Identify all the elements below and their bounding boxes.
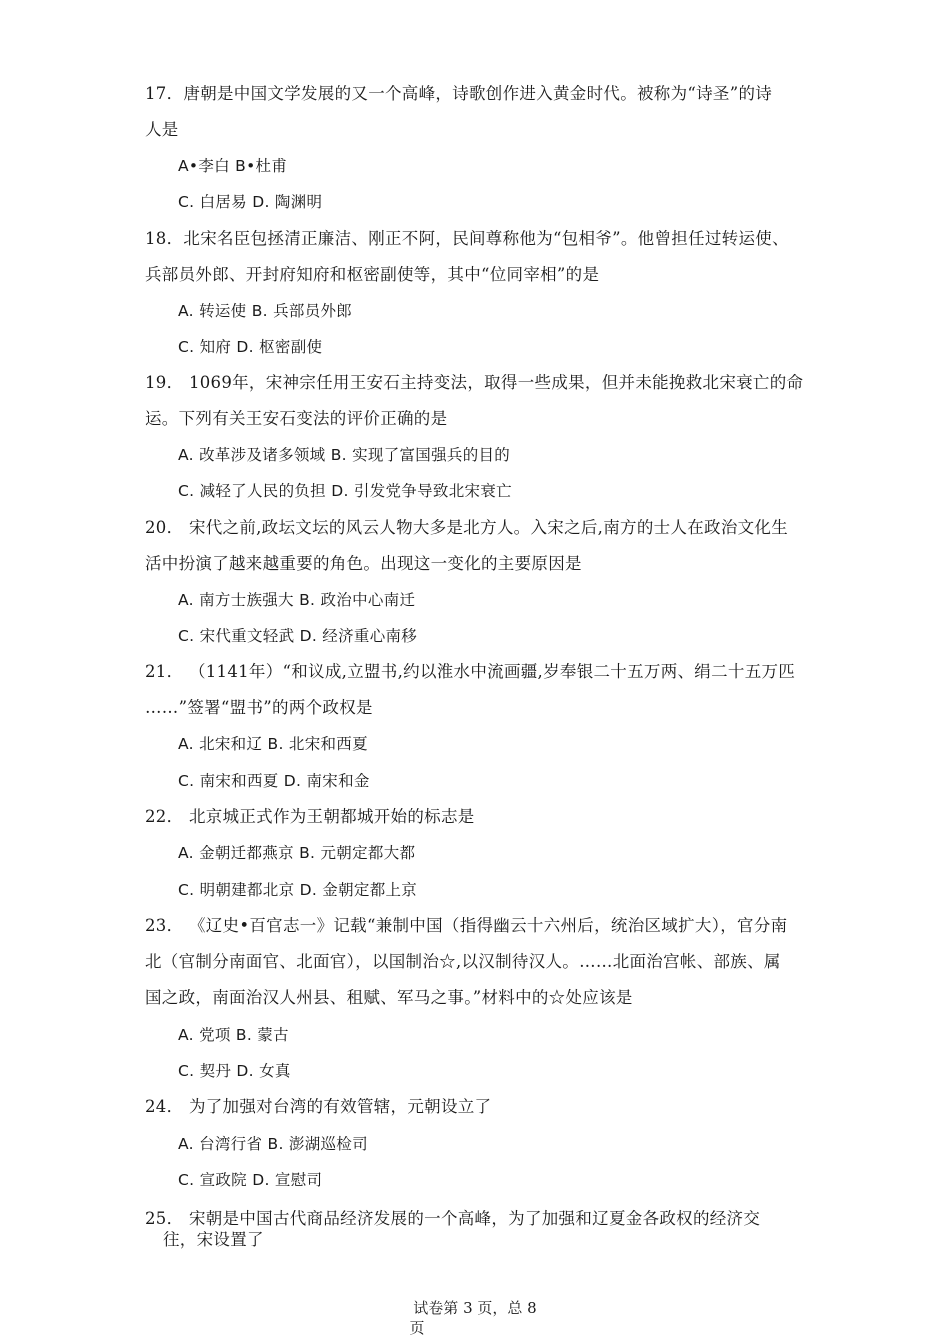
question-23-text-cont: 北（官制分南面官、北面官），以国制治☆,以汉制待汉人。……北面治宫帐、部族、属 xyxy=(145,952,781,971)
question-22-text: 22． 北京城正式作为王朝都城开始的标志是 xyxy=(145,807,475,826)
question-20-options-ab: A. 南方士族强大 B. 政治中心南迁 xyxy=(178,591,416,609)
question-18-text-cont: 兵部员外郎、开封府知府和枢密副使等，其中“位同宰相”的是 xyxy=(145,265,600,284)
question-17-text-cont: 人是 xyxy=(145,120,179,139)
question-23-text: 23． 《辽史•百官志一》记载“兼制中国（指得幽云十六州后，统治区域扩大），官分南 xyxy=(145,916,788,935)
page-footer-line2: 页 xyxy=(409,1319,425,1337)
question-18-options-cd: C. 知府 D. 枢密副使 xyxy=(178,338,323,356)
question-17-options-ab: A•李白 B•杜甫 xyxy=(178,157,288,175)
question-18-options-ab: A. 转运使 B. 兵部员外郎 xyxy=(178,302,353,320)
question-21-text: 21． （1141年）“和议成,立盟书,约以淮水中流画疆,岁奉银二十五万两、绢二十五万匹 xyxy=(145,662,796,681)
question-19-options-cd: C. 减轻了人民的负担 D. 引发党争导致北宋衰亡 xyxy=(178,482,512,500)
question-25-text-cont: 往，宋设置了 xyxy=(163,1230,264,1249)
question-19-text: 19． 1069年，宋神宗任用王安石主持变法，取得一些成果，但并未能挽救北宋衰亡的命 xyxy=(145,373,804,392)
question-23-options-ab: A. 党项 B. 蒙古 xyxy=(178,1026,289,1044)
question-22-options-cd: C. 明朝建都北京 D. 金朝定都上京 xyxy=(178,881,418,899)
question-24-options-ab: A. 台湾行省 B. 澎湖巡检司 xyxy=(178,1135,368,1153)
question-24-options-cd: C. 宣政院 D. 宣慰司 xyxy=(178,1171,323,1189)
question-23-text-cont2: 国之政，南面治汉人州县、租赋、军马之事。”材料中的☆处应该是 xyxy=(145,988,633,1007)
question-22-options-ab: A. 金朝迁都燕京 B. 元朝定都大都 xyxy=(178,844,416,862)
page-footer-line1: 试卷第 3 页，总 8 xyxy=(413,1299,537,1317)
question-20-text-cont: 活中扮演了越来越重要的角色。出现这一变化的主要原因是 xyxy=(145,554,582,573)
question-20-options-cd: C. 宋代重文轻武 D. 经济重心南移 xyxy=(178,627,418,645)
question-19-options-ab: A. 改革涉及诸多领域 B. 实现了富国强兵的目的 xyxy=(178,446,511,464)
question-18-text: 18．北宋名臣包拯清正廉洁、刚正不阿，民间尊称他为“包相爷”。他曾担任过转运使、 xyxy=(145,229,789,248)
question-21-options-cd: C. 南宋和西夏 D. 南宋和金 xyxy=(178,772,370,790)
question-25-text: 25． 宋朝是中国古代商品经济发展的一个高峰，为了加强和辽夏金各政权的经济交 xyxy=(145,1209,761,1228)
question-21-options-ab: A. 北宋和辽 B. 北宋和西夏 xyxy=(178,735,368,753)
question-19-text-cont: 运。下列有关王安石变法的评价正确的是 xyxy=(145,409,448,428)
question-17-text: 17．唐朝是中国文学发展的又一个高峰，诗歌创作进入黄金时代。被称为“诗圣”的诗 xyxy=(145,84,773,103)
question-24-text: 24． 为了加强对台湾的有效管辖，元朝设立了 xyxy=(145,1097,492,1116)
question-20-text: 20． 宋代之前,政坛文坛的风云人物大多是北方人。入宋之后,南方的士人在政治文化生 xyxy=(145,518,789,537)
question-21-text-cont: ……”签署“盟书”的两个政权是 xyxy=(145,698,373,717)
question-23-options-cd: C. 契丹 D. 女真 xyxy=(178,1062,291,1080)
question-17-options-cd: C. 白居易 D. 陶渊明 xyxy=(178,193,323,211)
